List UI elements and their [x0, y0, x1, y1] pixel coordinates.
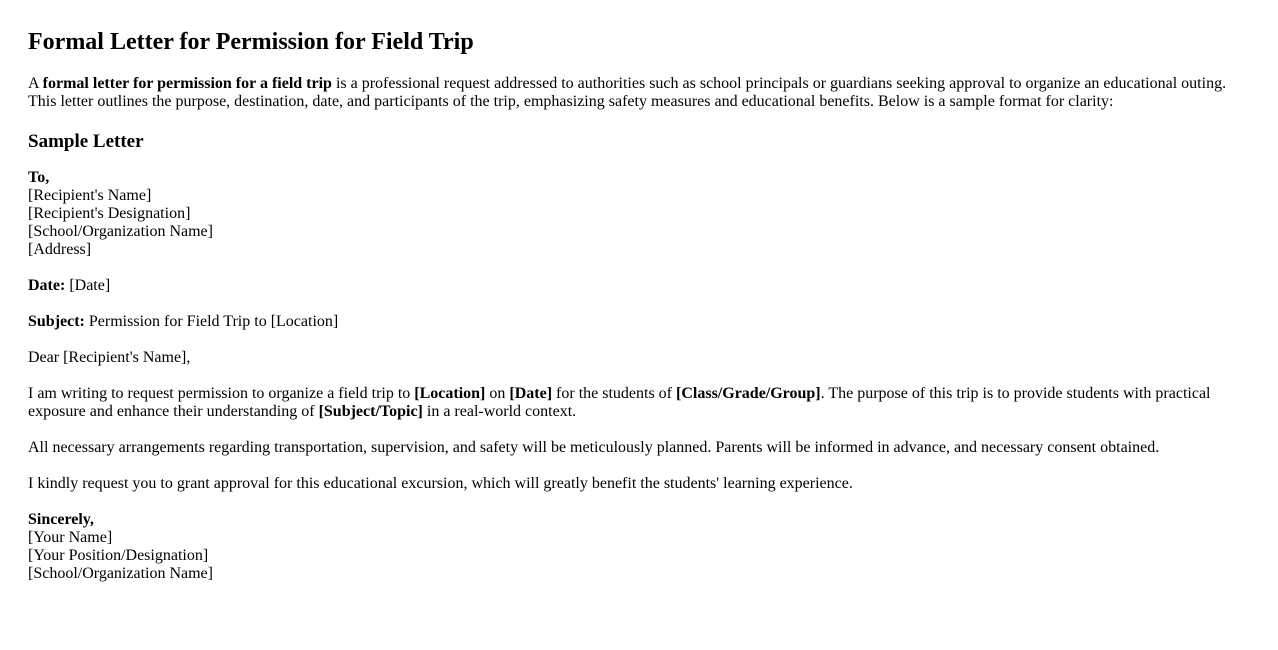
body-text: on: [485, 385, 510, 402]
recipient-line: [Recipient's Designation]: [28, 205, 191, 222]
body-text: in a real-world context.: [422, 403, 577, 420]
class-placeholder: [Class/Grade/Group]: [676, 385, 821, 402]
intro-bold-term: formal letter for permission for a field trip: [42, 75, 332, 92]
recipient-block: [28, 169, 1250, 259]
subject-label: Subject:: [28, 313, 85, 330]
recipient-line: [Recipient's Name]: [28, 187, 152, 204]
signature-line: [Your Position/Designation]: [28, 547, 209, 564]
intro-rest: is a professional request addressed to authorities such as school principals or guardians seeking approval to organize an educational outing. This letter outlines the purpose, destination, date, and participants of the trip, emphasizing safety measures and educational benefits. Below is a sample format for clarity:: [28, 75, 1227, 110]
date-value: [Date]: [65, 277, 111, 294]
date-line: [28, 277, 1250, 295]
signature-line: [School/Organization Name]: [28, 565, 213, 582]
recipient-line: [Address]: [28, 241, 92, 258]
subject-value: Permission for Field Trip to [Location]: [84, 313, 339, 330]
body-text: I am writing to request permission to organize a field trip to: [28, 385, 415, 402]
closing-label: Sincerely,: [28, 511, 94, 528]
body-paragraph-2: All necessary arrangements regarding transportation, supervision, and safety will be meticulously planned. Parents will be informed in advance, and necessary consent obtained.: [28, 439, 1160, 456]
intro-paragraph: [28, 75, 1250, 111]
signature-line: [Your Name]: [28, 529, 113, 546]
salutation: Dear [Recipient's Name],: [28, 349, 191, 366]
body-paragraph-1: [28, 385, 1250, 421]
body-text: . The purpose of this trip is to provide students with practical exposure and enhance their understanding of: [28, 385, 1211, 420]
date-placeholder: [Date]: [509, 385, 553, 402]
closing-block: [28, 511, 1250, 583]
recipient-label: To,: [28, 169, 50, 186]
page-title: Formal Letter for Permission for Field Trip: [28, 29, 474, 55]
recipient-line: [School/Organization Name]: [28, 223, 213, 240]
location-placeholder: [Location]: [414, 385, 486, 402]
body-paragraph-3: I kindly request you to grant approval for this educational excursion, which will greatly benefit the students' learning experience.: [28, 475, 853, 492]
body-text: for the students of: [552, 385, 677, 402]
sample-letter-heading: Sample Letter: [28, 131, 144, 152]
date-label: Date:: [28, 277, 66, 294]
subject-line: [28, 313, 1250, 331]
intro-lead: A: [28, 75, 43, 92]
subject-placeholder: [Subject/Topic]: [318, 403, 423, 420]
